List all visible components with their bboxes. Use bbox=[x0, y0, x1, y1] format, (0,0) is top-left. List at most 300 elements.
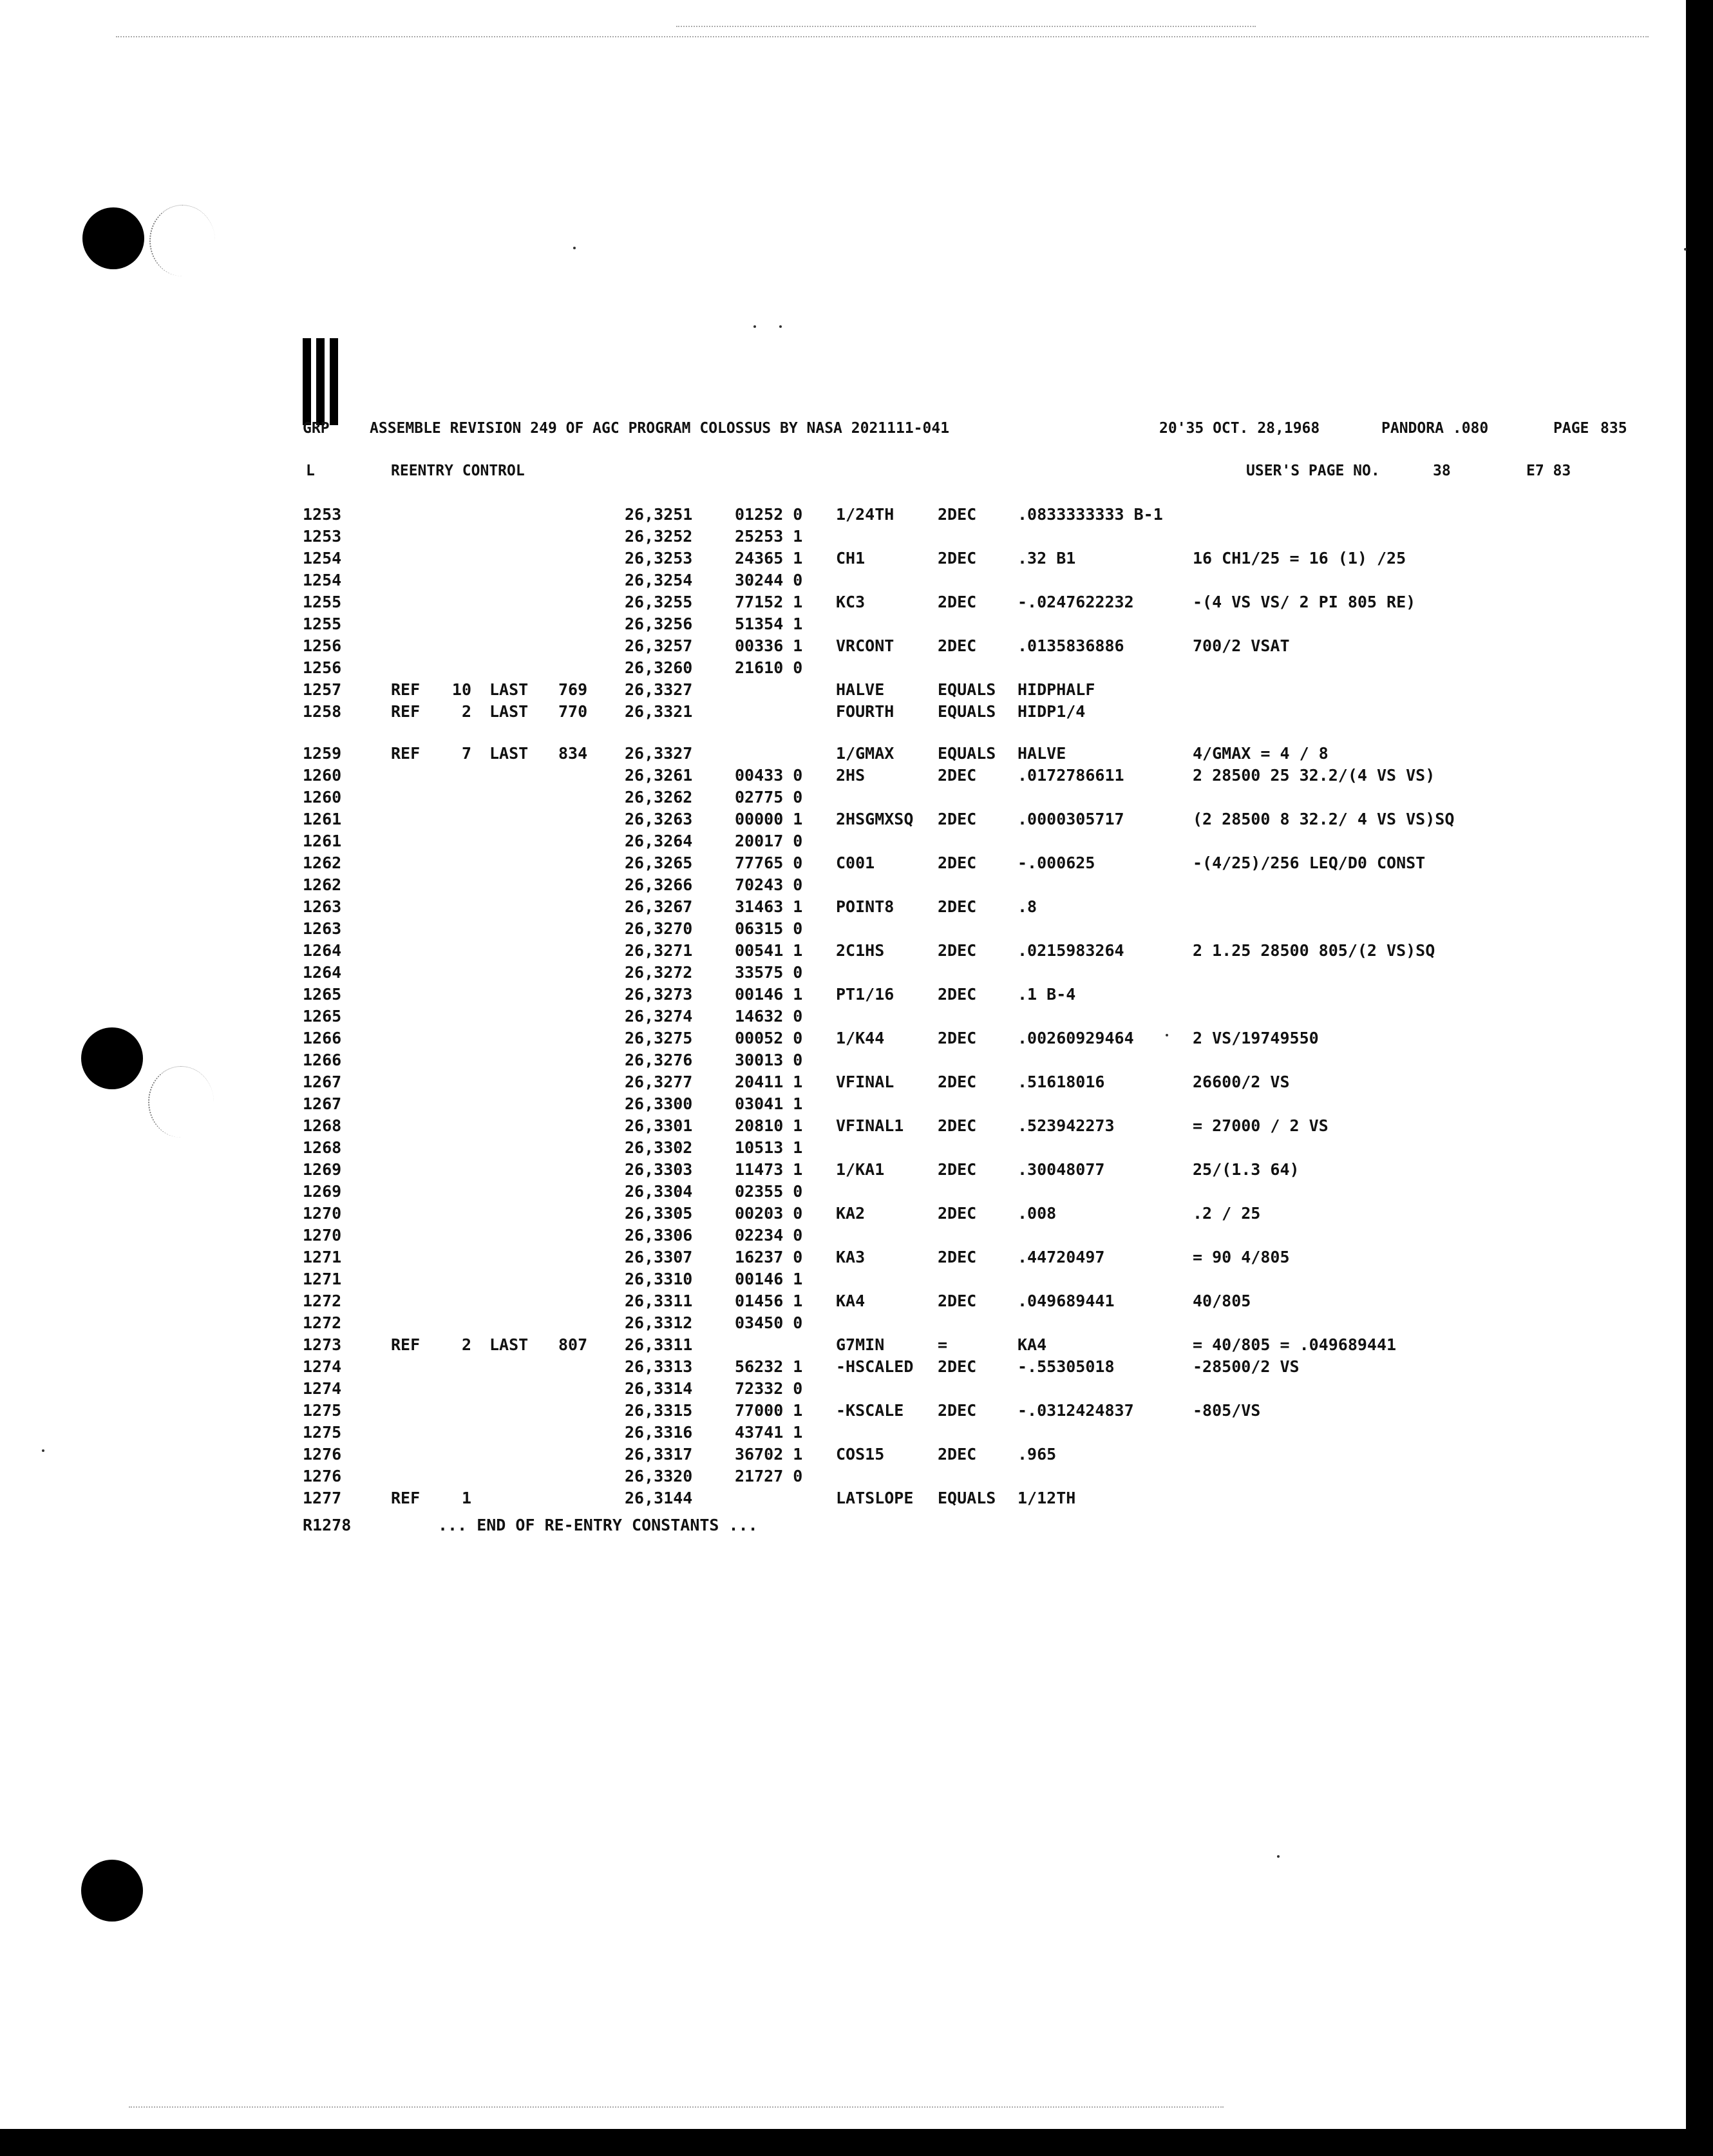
listing-row bbox=[0, 1160, 1674, 1182]
address: 26,3254 bbox=[625, 571, 693, 589]
line-number: 1276 bbox=[303, 1445, 342, 1464]
comment: 700/2 VSAT bbox=[1193, 636, 1290, 655]
symbol-label: KA2 bbox=[836, 1204, 866, 1223]
opcode: = bbox=[938, 1335, 948, 1354]
symbol-label: KA3 bbox=[836, 1248, 866, 1266]
octal-value: 20411 1 bbox=[735, 1073, 803, 1091]
operand: .44720497 bbox=[1017, 1248, 1105, 1266]
operand: .523942273 bbox=[1017, 1116, 1115, 1135]
line-number: 1264 bbox=[303, 963, 342, 982]
ref-marker: REF bbox=[391, 702, 421, 721]
last-value: 769 bbox=[558, 680, 588, 699]
listing-row bbox=[0, 1248, 1674, 1270]
listing-row bbox=[0, 1313, 1674, 1335]
listing-row bbox=[0, 1489, 1674, 1511]
operand: KA4 bbox=[1017, 1335, 1047, 1354]
octal-value: 01252 0 bbox=[735, 505, 803, 524]
line-number: 1253 bbox=[303, 505, 342, 524]
octal-value: 14632 0 bbox=[735, 1007, 803, 1026]
ref-count: 10 bbox=[451, 680, 471, 699]
address: 26,3311 bbox=[625, 1335, 693, 1354]
address: 26,3310 bbox=[625, 1270, 693, 1288]
operand: HIDP1/4 bbox=[1017, 702, 1086, 721]
listing-row bbox=[0, 941, 1674, 963]
line-number: 1272 bbox=[303, 1313, 342, 1332]
symbol-label: VRCONT bbox=[836, 636, 894, 655]
line-number: 1274 bbox=[303, 1357, 342, 1376]
stray-mark bbox=[1684, 248, 1687, 251]
listing-row bbox=[0, 658, 1674, 680]
octal-value: 03450 0 bbox=[735, 1313, 803, 1332]
opcode: 2DEC bbox=[938, 985, 977, 1004]
address: 26,3253 bbox=[625, 549, 693, 568]
scan-noise bbox=[129, 2106, 1224, 2109]
operand: HALVE bbox=[1017, 744, 1066, 763]
punch-hole bbox=[81, 1860, 143, 1922]
page-label: PAGE bbox=[1553, 420, 1589, 437]
line-number: 1256 bbox=[303, 636, 342, 655]
address: 26,3316 bbox=[625, 1423, 693, 1442]
listing-row bbox=[0, 1204, 1674, 1226]
octal-value: 31463 1 bbox=[735, 897, 803, 916]
stray-mark bbox=[779, 325, 782, 328]
users-page-label: USER'S PAGE NO. bbox=[1246, 463, 1380, 479]
symbol-label: 1/GMAX bbox=[836, 744, 894, 763]
line-number: 1275 bbox=[303, 1423, 342, 1442]
comment: -805/VS bbox=[1193, 1401, 1261, 1420]
symbol-label: COS15 bbox=[836, 1445, 885, 1464]
octal-value: 33575 0 bbox=[735, 963, 803, 982]
line-number: 1259 bbox=[303, 744, 342, 763]
opcode: 2DEC bbox=[938, 766, 977, 785]
operand: .965 bbox=[1017, 1445, 1057, 1464]
octal-value: 72332 0 bbox=[735, 1379, 803, 1398]
line-number: 1255 bbox=[303, 615, 342, 633]
bar-mark bbox=[316, 338, 325, 425]
comment: = 27000 / 2 VS bbox=[1193, 1116, 1329, 1135]
symbol-label: PT1/16 bbox=[836, 985, 894, 1004]
last-value: 807 bbox=[558, 1335, 588, 1354]
ref-marker: REF bbox=[391, 680, 421, 699]
octal-value: 02355 0 bbox=[735, 1182, 803, 1201]
address: 26,3301 bbox=[625, 1116, 693, 1135]
listing-row bbox=[0, 1292, 1674, 1313]
operand: .00260929464 bbox=[1017, 1029, 1134, 1047]
footer-text: ... END OF RE-ENTRY CONSTANTS ... bbox=[438, 1516, 758, 1534]
comment: -28500/2 VS bbox=[1193, 1357, 1300, 1376]
stray-mark bbox=[573, 247, 576, 249]
ref-marker: REF bbox=[391, 744, 421, 763]
operand: .0135836886 bbox=[1017, 636, 1124, 655]
listing-row bbox=[0, 854, 1674, 875]
octal-value: 02775 0 bbox=[735, 788, 803, 806]
operand: .1 B-4 bbox=[1017, 985, 1076, 1004]
symbol-label: 1/K44 bbox=[836, 1029, 885, 1047]
opcode: 2DEC bbox=[938, 897, 977, 916]
listing-row bbox=[0, 1007, 1674, 1029]
symbol-label: KC3 bbox=[836, 593, 866, 611]
address: 26,3267 bbox=[625, 897, 693, 916]
opcode: EQUALS bbox=[938, 744, 996, 763]
comment: (2 28500 8 32.2/ 4 VS VS)SQ bbox=[1193, 810, 1455, 828]
line-number: 1256 bbox=[303, 658, 342, 677]
listing-row bbox=[0, 766, 1674, 788]
punch-hole bbox=[82, 207, 144, 269]
comment: 2 1.25 28500 805/(2 VS)SQ bbox=[1193, 941, 1435, 960]
operand: -.0247622232 bbox=[1017, 593, 1134, 611]
listing-row bbox=[0, 1029, 1674, 1051]
opcode: 2DEC bbox=[938, 810, 977, 828]
operand: -.55305018 bbox=[1017, 1357, 1115, 1376]
listing-row bbox=[0, 832, 1674, 854]
address: 26,3321 bbox=[625, 702, 693, 721]
address: 26,3272 bbox=[625, 963, 693, 982]
line-number: 1254 bbox=[303, 571, 342, 589]
operand: .8 bbox=[1017, 897, 1037, 916]
line-number: 1264 bbox=[303, 941, 342, 960]
ref-count: 7 bbox=[461, 744, 471, 763]
opcode: 2DEC bbox=[938, 505, 977, 524]
listing-row bbox=[0, 1051, 1674, 1073]
last-marker: LAST bbox=[489, 680, 529, 699]
listing-row bbox=[0, 788, 1674, 810]
opcode: 2DEC bbox=[938, 636, 977, 655]
ref-count: 2 bbox=[461, 702, 471, 721]
listing-row bbox=[0, 1094, 1674, 1116]
symbol-label: 2HS bbox=[836, 766, 866, 785]
operand: .32 B1 bbox=[1017, 549, 1076, 568]
symbol-label: C001 bbox=[836, 854, 875, 872]
operand: .0172786611 bbox=[1017, 766, 1124, 785]
comment: -(4 VS VS/ 2 PI 805 RE) bbox=[1193, 593, 1416, 611]
octal-value: 03041 1 bbox=[735, 1094, 803, 1113]
opcode: 2DEC bbox=[938, 1073, 977, 1091]
comment: .2 / 25 bbox=[1193, 1204, 1261, 1223]
listing-row bbox=[0, 1423, 1674, 1445]
octal-value: 30013 0 bbox=[735, 1051, 803, 1069]
line-number: 1269 bbox=[303, 1182, 342, 1201]
line-number: 1270 bbox=[303, 1204, 342, 1223]
address: 26,3327 bbox=[625, 744, 693, 763]
octal-value: 70243 0 bbox=[735, 875, 803, 894]
listing-row bbox=[0, 1138, 1674, 1160]
page-number: 835 bbox=[1600, 420, 1627, 437]
bar-mark bbox=[303, 338, 311, 425]
line-number: 1269 bbox=[303, 1160, 342, 1179]
address: 26,3305 bbox=[625, 1204, 693, 1223]
comment: 40/805 bbox=[1193, 1292, 1251, 1310]
symbol-label: VFINAL1 bbox=[836, 1116, 904, 1135]
octal-value: 00000 1 bbox=[735, 810, 803, 828]
octal-value: 36702 1 bbox=[735, 1445, 803, 1464]
operand: -.0312424837 bbox=[1017, 1401, 1134, 1420]
listing-row bbox=[0, 1226, 1674, 1248]
section-title: REENTRY CONTROL bbox=[391, 463, 525, 479]
listing-row bbox=[0, 1379, 1674, 1401]
footer-line-number: R1278 bbox=[303, 1516, 352, 1534]
address: 26,3276 bbox=[625, 1051, 693, 1069]
comment: 4/GMAX = 4 / 8 bbox=[1193, 744, 1329, 763]
address: 26,3261 bbox=[625, 766, 693, 785]
octal-value: 30244 0 bbox=[735, 571, 803, 589]
address: 26,3327 bbox=[625, 680, 693, 699]
opcode: 2DEC bbox=[938, 1357, 977, 1376]
line-number: 1262 bbox=[303, 875, 342, 894]
scan-noise bbox=[116, 36, 1649, 39]
symbol-label: 1/KA1 bbox=[836, 1160, 885, 1179]
listing-row bbox=[0, 1357, 1674, 1379]
address: 26,3252 bbox=[625, 527, 693, 546]
ref-marker: REF bbox=[391, 1335, 421, 1354]
ref-count: 1 bbox=[461, 1489, 471, 1507]
symbol-label: -KSCALE bbox=[836, 1401, 904, 1420]
line-number: 1260 bbox=[303, 766, 342, 785]
comment: 2 28500 25 32.2/(4 VS VS) bbox=[1193, 766, 1435, 785]
operand: .51618016 bbox=[1017, 1073, 1105, 1091]
black-border-right bbox=[1686, 0, 1713, 2156]
listing-row bbox=[0, 1401, 1674, 1423]
operand: .008 bbox=[1017, 1204, 1057, 1223]
address: 26,3275 bbox=[625, 1029, 693, 1047]
comment: 25/(1.3 64) bbox=[1193, 1160, 1300, 1179]
line-number: 1254 bbox=[303, 549, 342, 568]
address: 26,3315 bbox=[625, 1401, 693, 1420]
listing-row bbox=[0, 1116, 1674, 1138]
octal-value: 16237 0 bbox=[735, 1248, 803, 1266]
sheet-reference: E7 83 bbox=[1526, 463, 1571, 479]
assembly-line: ASSEMBLE REVISION 249 OF AGC PROGRAM COLOSSUS BY NASA 2021111-041 bbox=[370, 420, 950, 437]
octal-value: 21727 0 bbox=[735, 1467, 803, 1485]
operand: .0000305717 bbox=[1017, 810, 1124, 828]
listing-row bbox=[0, 1182, 1674, 1204]
octal-value: 77765 0 bbox=[735, 854, 803, 872]
octal-value: 01456 1 bbox=[735, 1292, 803, 1310]
address: 26,3312 bbox=[625, 1313, 693, 1332]
line-number: 1270 bbox=[303, 1226, 342, 1245]
address: 26,3144 bbox=[625, 1489, 693, 1507]
address: 26,3256 bbox=[625, 615, 693, 633]
punch-hole-ghost bbox=[149, 205, 215, 276]
comment: -(4/25)/256 LEQ/D0 CONST bbox=[1193, 854, 1426, 872]
line-number: 1271 bbox=[303, 1270, 342, 1288]
listing-row bbox=[0, 680, 1674, 702]
octal-value: 00336 1 bbox=[735, 636, 803, 655]
octal-value: 06315 0 bbox=[735, 919, 803, 938]
address: 26,3277 bbox=[625, 1073, 693, 1091]
address: 26,3306 bbox=[625, 1226, 693, 1245]
listing-row bbox=[0, 1445, 1674, 1467]
opcode: EQUALS bbox=[938, 702, 996, 721]
opcode: 2DEC bbox=[938, 941, 977, 960]
opcode: 2DEC bbox=[938, 854, 977, 872]
listing-row bbox=[0, 1270, 1674, 1292]
operand: .0833333333 B-1 bbox=[1017, 505, 1163, 524]
listing-row bbox=[0, 919, 1674, 941]
line-number: 1263 bbox=[303, 897, 342, 916]
opcode: 2DEC bbox=[938, 593, 977, 611]
octal-value: 10513 1 bbox=[735, 1138, 803, 1157]
section-letter: L bbox=[306, 463, 315, 479]
line-number: 1272 bbox=[303, 1292, 342, 1310]
operand: .30048077 bbox=[1017, 1160, 1105, 1179]
address: 26,3273 bbox=[625, 985, 693, 1004]
operand: .0215983264 bbox=[1017, 941, 1124, 960]
octal-value: 02234 0 bbox=[735, 1226, 803, 1245]
listing-row bbox=[0, 875, 1674, 897]
operand: .049689441 bbox=[1017, 1292, 1115, 1310]
listing-row bbox=[0, 1073, 1674, 1094]
address: 26,3317 bbox=[625, 1445, 693, 1464]
line-number: 1268 bbox=[303, 1138, 342, 1157]
line-number: 1261 bbox=[303, 810, 342, 828]
comment: = 40/805 = .049689441 bbox=[1193, 1335, 1397, 1354]
line-number: 1257 bbox=[303, 680, 342, 699]
last-marker: LAST bbox=[489, 744, 529, 763]
line-number: 1258 bbox=[303, 702, 342, 721]
corner-mark: GRP bbox=[303, 420, 330, 437]
listing-row bbox=[0, 571, 1674, 593]
opcode: 2DEC bbox=[938, 1204, 977, 1223]
address: 26,3304 bbox=[625, 1182, 693, 1201]
octal-value: 00433 0 bbox=[735, 766, 803, 785]
octal-value: 43741 1 bbox=[735, 1423, 803, 1442]
opcode: 2DEC bbox=[938, 1116, 977, 1135]
scan-noise bbox=[676, 26, 1256, 28]
octal-value: 11473 1 bbox=[735, 1160, 803, 1179]
octal-value: 21610 0 bbox=[735, 658, 803, 677]
line-number: 1274 bbox=[303, 1379, 342, 1398]
address: 26,3303 bbox=[625, 1160, 693, 1179]
listing-row bbox=[0, 615, 1674, 636]
opcode: EQUALS bbox=[938, 680, 996, 699]
octal-value: 56232 1 bbox=[735, 1357, 803, 1376]
operand: HIDPHALF bbox=[1017, 680, 1095, 699]
comment: = 90 4/805 bbox=[1193, 1248, 1290, 1266]
octal-value: 25253 1 bbox=[735, 527, 803, 546]
program-name: PANDORA .080 bbox=[1381, 420, 1489, 437]
black-border-bottom bbox=[0, 2129, 1713, 2156]
last-value: 770 bbox=[558, 702, 588, 721]
listing-row bbox=[0, 593, 1674, 615]
octal-value: 00203 0 bbox=[735, 1204, 803, 1223]
operand: 1/12TH bbox=[1017, 1489, 1076, 1507]
listing-row bbox=[0, 810, 1674, 832]
address: 26,3265 bbox=[625, 854, 693, 872]
symbol-label: KA4 bbox=[836, 1292, 866, 1310]
listing-row bbox=[0, 897, 1674, 919]
symbol-label: HALVE bbox=[836, 680, 885, 699]
opcode: 2DEC bbox=[938, 1401, 977, 1420]
symbol-label: POINT8 bbox=[836, 897, 894, 916]
line-number: 1265 bbox=[303, 985, 342, 1004]
symbol-label: 2C1HS bbox=[836, 941, 885, 960]
bar-mark bbox=[330, 338, 338, 425]
opcode: EQUALS bbox=[938, 1489, 996, 1507]
listing-row bbox=[0, 1335, 1674, 1357]
octal-value: 51354 1 bbox=[735, 615, 803, 633]
listing-row bbox=[0, 744, 1674, 766]
symbol-label: G7MIN bbox=[836, 1335, 885, 1354]
footer-row bbox=[0, 1516, 1674, 1538]
line-number: 1266 bbox=[303, 1029, 342, 1047]
address: 26,3266 bbox=[625, 875, 693, 894]
octal-value: 00146 1 bbox=[735, 1270, 803, 1288]
line-number: 1267 bbox=[303, 1073, 342, 1091]
symbol-label: FOURTH bbox=[836, 702, 894, 721]
line-number: 1276 bbox=[303, 1467, 342, 1485]
last-marker: LAST bbox=[489, 702, 529, 721]
comment: 16 CH1/25 = 16 (1) /25 bbox=[1193, 549, 1406, 568]
line-number: 1271 bbox=[303, 1248, 342, 1266]
listing-row bbox=[0, 985, 1674, 1007]
line-number: 1275 bbox=[303, 1401, 342, 1420]
line-number: 1253 bbox=[303, 527, 342, 546]
stray-mark bbox=[1277, 1855, 1280, 1858]
address: 26,3257 bbox=[625, 636, 693, 655]
listing-row bbox=[0, 636, 1674, 658]
address: 26,3262 bbox=[625, 788, 693, 806]
line-number: 1268 bbox=[303, 1116, 342, 1135]
symbol-label: LATSLOPE bbox=[836, 1489, 914, 1507]
symbol-label: VFINAL bbox=[836, 1073, 894, 1091]
address: 26,3314 bbox=[625, 1379, 693, 1398]
opcode: 2DEC bbox=[938, 1445, 977, 1464]
address: 26,3274 bbox=[625, 1007, 693, 1026]
address: 26,3255 bbox=[625, 593, 693, 611]
opcode: 2DEC bbox=[938, 1029, 977, 1047]
address: 26,3313 bbox=[625, 1357, 693, 1376]
opcode: 2DEC bbox=[938, 549, 977, 568]
listing-row bbox=[0, 527, 1674, 549]
line-number: 1266 bbox=[303, 1051, 342, 1069]
users-page-number: 38 bbox=[1433, 463, 1451, 479]
stray-mark bbox=[753, 325, 756, 328]
line-number: 1273 bbox=[303, 1335, 342, 1354]
symbol-label: 1/24TH bbox=[836, 505, 894, 524]
octal-value: 20810 1 bbox=[735, 1116, 803, 1135]
octal-value: 00146 1 bbox=[735, 985, 803, 1004]
octal-value: 24365 1 bbox=[735, 549, 803, 568]
line-number: 1260 bbox=[303, 788, 342, 806]
opcode: 2DEC bbox=[938, 1248, 977, 1266]
last-value: 834 bbox=[558, 744, 588, 763]
address: 26,3251 bbox=[625, 505, 693, 524]
address: 26,3260 bbox=[625, 658, 693, 677]
timestamp: 20'35 OCT. 28,1968 bbox=[1159, 420, 1320, 437]
listing-row bbox=[0, 505, 1674, 527]
line-number: 1265 bbox=[303, 1007, 342, 1026]
address: 26,3300 bbox=[625, 1094, 693, 1113]
octal-value: 20017 0 bbox=[735, 832, 803, 850]
symbol-label: 2HSGMXSQ bbox=[836, 810, 914, 828]
line-number: 1267 bbox=[303, 1094, 342, 1113]
address: 26,3307 bbox=[625, 1248, 693, 1266]
address: 26,3302 bbox=[625, 1138, 693, 1157]
comment: 26600/2 VS bbox=[1193, 1073, 1290, 1091]
line-number: 1261 bbox=[303, 832, 342, 850]
listing-row bbox=[0, 1467, 1674, 1489]
symbol-label: CH1 bbox=[836, 549, 866, 568]
address: 26,3271 bbox=[625, 941, 693, 960]
comment: 2 VS/19749550 bbox=[1193, 1029, 1319, 1047]
listing-row bbox=[0, 702, 1674, 724]
ref-marker: REF bbox=[391, 1489, 421, 1507]
octal-value: 00541 1 bbox=[735, 941, 803, 960]
address: 26,3311 bbox=[625, 1292, 693, 1310]
line-number: 1277 bbox=[303, 1489, 342, 1507]
address: 26,3264 bbox=[625, 832, 693, 850]
operand: -.000625 bbox=[1017, 854, 1095, 872]
